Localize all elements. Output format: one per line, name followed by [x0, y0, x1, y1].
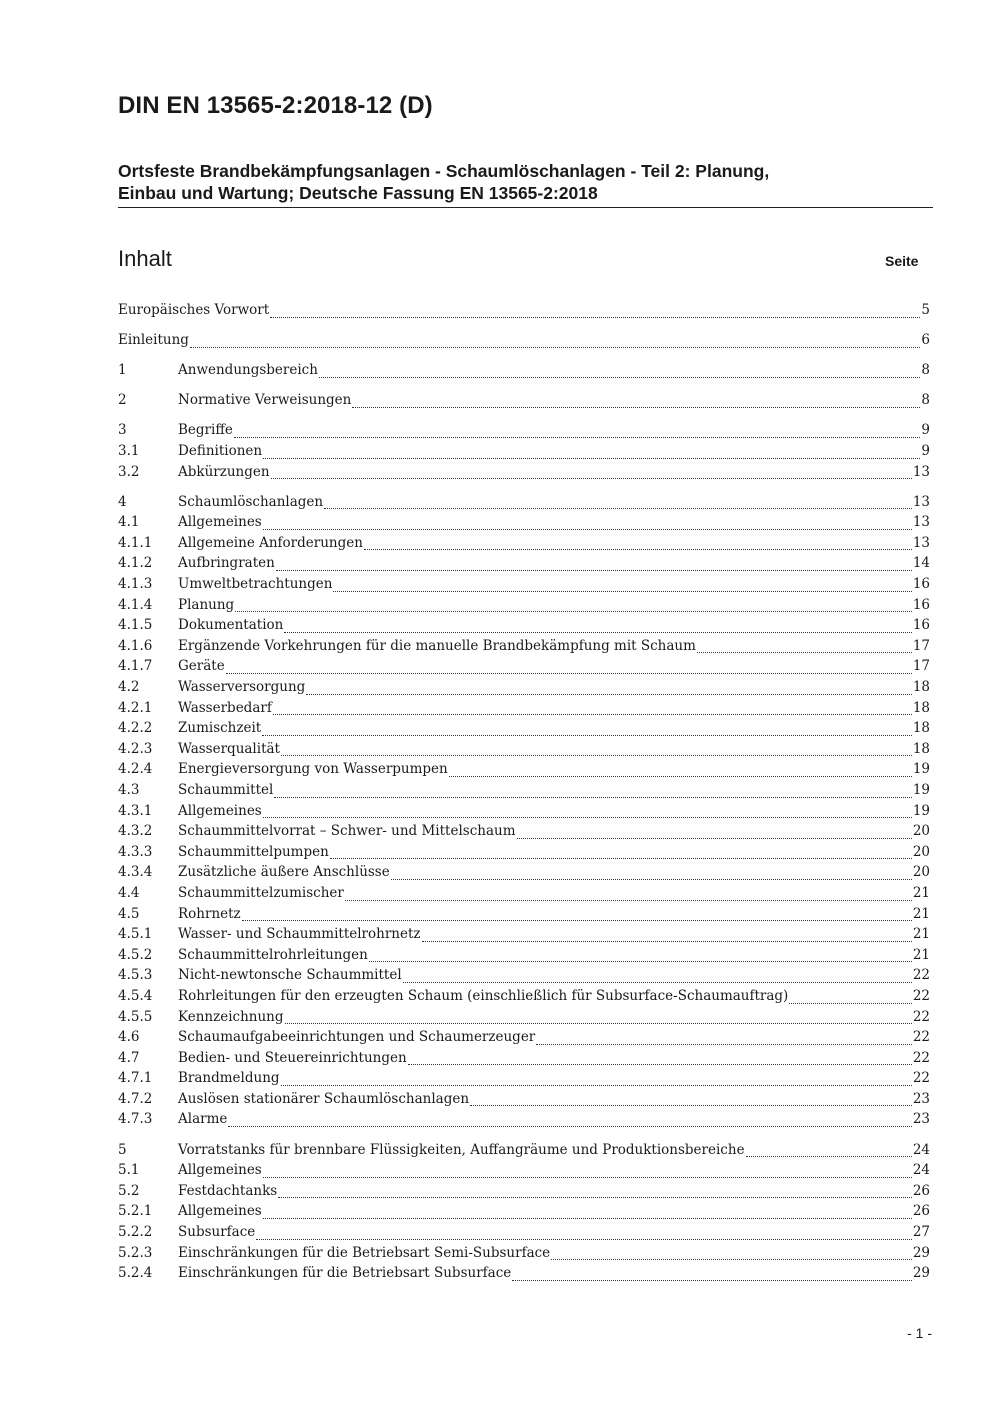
toc-entry[interactable] — [118, 597, 930, 618]
toc-entry-number: 4.3 — [118, 781, 140, 798]
toc-entry-page: 24 — [912, 1162, 930, 1179]
toc-entry-page: 17 — [912, 637, 930, 654]
toc-entry-title: Rohrleitungen für den erzeugten Schaum (einschließlich für Subsurface-Schaumauftrag) — [178, 987, 789, 1004]
toc-entry-page: 24 — [912, 1141, 930, 1158]
toc-entry-number: 4.1.3 — [118, 576, 153, 593]
dot-leader — [262, 735, 912, 736]
toc-entry[interactable] — [118, 1009, 930, 1030]
toc-entry-title: Einleitung — [118, 332, 189, 349]
toc-entry-number: 4.5.4 — [118, 987, 153, 1004]
dot-leader — [551, 1259, 912, 1260]
toc-entry[interactable] — [118, 803, 930, 824]
toc-entry[interactable] — [118, 947, 930, 968]
toc-entry-title: Definitionen — [178, 442, 263, 459]
dot-leader — [391, 879, 912, 880]
toc-entry-number: 4.2.2 — [118, 720, 153, 737]
toc-entry-title: Bedien- und Steuereinrichtungen — [178, 1049, 407, 1066]
toc-entry-title: Subsurface — [178, 1223, 256, 1240]
toc-entry[interactable] — [118, 362, 930, 383]
toc-entry-number: 3.1 — [118, 442, 140, 459]
dot-leader — [270, 317, 920, 318]
toc-entry[interactable] — [118, 906, 930, 927]
toc-entry[interactable] — [118, 885, 930, 906]
toc-entry-number: 4.1 — [118, 514, 140, 531]
toc-entry[interactable] — [118, 638, 930, 659]
page-number: - 1 - — [907, 1325, 932, 1341]
dot-leader — [306, 694, 912, 695]
toc-entry-title: Schaummittelzumischer — [178, 884, 344, 901]
toc-entry[interactable] — [118, 1265, 930, 1286]
toc-entry[interactable] — [118, 1050, 930, 1071]
toc-entry[interactable] — [118, 494, 930, 515]
toc-entry[interactable] — [118, 1224, 930, 1245]
toc-entry-page: 26 — [912, 1182, 930, 1199]
toc-entry-number: 4.2.3 — [118, 740, 153, 757]
toc-entry-page: 22 — [912, 1008, 930, 1025]
subtitle-divider — [118, 207, 933, 208]
toc-entry-page: 13 — [912, 534, 930, 551]
toc-entry-title: Ergänzende Vorkehrungen für die manuelle Brandbekämpfung mit Schaum — [178, 637, 696, 654]
toc-entry-page: 17 — [912, 658, 930, 675]
toc-entry[interactable] — [118, 514, 930, 535]
toc-entry-page: 23 — [912, 1090, 930, 1107]
toc-entry-page: 18 — [912, 679, 930, 695]
dot-leader — [285, 1023, 912, 1024]
dot-leader — [512, 1280, 912, 1281]
toc-entry-page: 23 — [912, 1111, 930, 1128]
toc-entry[interactable] — [118, 302, 930, 323]
dot-leader — [284, 632, 911, 633]
toc-entry-title: Energieversorgung von Wasserpumpen — [178, 761, 448, 778]
toc-entry-title: Nicht-newtonsche Schaummittel — [178, 967, 402, 984]
toc-entry-page: 16 — [912, 596, 930, 613]
dot-leader — [536, 1044, 912, 1045]
dot-leader — [403, 982, 912, 983]
toc-entry[interactable] — [118, 1029, 930, 1050]
dot-leader — [235, 611, 912, 612]
dot-leader — [697, 652, 912, 653]
toc-entry[interactable] — [118, 332, 930, 353]
dot-leader — [352, 407, 920, 408]
dot-leader — [190, 347, 920, 348]
toc-entry-page: 18 — [912, 740, 930, 757]
table-of-contents — [118, 302, 930, 1286]
toc-entry-page: 22 — [912, 967, 930, 984]
toc-entry-number: 2 — [118, 392, 127, 409]
toc-entry-page: 22 — [912, 1049, 930, 1066]
toc-entry-page: 20 — [912, 864, 930, 881]
toc-entry-page: 21 — [912, 884, 930, 901]
toc-entry-page: 21 — [912, 905, 930, 922]
toc-entry-title: Schaumaufgabeeinrichtungen und Schaumerzeuger — [178, 1029, 536, 1046]
toc-entry-page: 22 — [912, 987, 930, 1004]
toc-entry[interactable] — [118, 741, 930, 762]
toc-entry-number: 5.2.4 — [118, 1265, 153, 1282]
dot-leader — [319, 377, 920, 378]
dot-leader — [746, 1156, 912, 1157]
toc-entry-page: 27 — [912, 1223, 930, 1240]
dot-leader — [263, 458, 920, 459]
toc-entry[interactable] — [118, 720, 930, 741]
subtitle-line-1: Ortsfeste Brandbekämpfungsanlagen - Schaumlöschanlagen - Teil 2: Planung, — [118, 161, 770, 181]
toc-entry-title: Begriffe — [178, 422, 233, 439]
toc-entry-title: Normative Verweisungen — [178, 392, 352, 409]
toc-entry[interactable] — [118, 844, 930, 865]
toc-entry-title: Europäisches Vorwort — [118, 302, 270, 318]
toc-entry-title: Einschränkungen für die Betriebsart Semi-Subsurface — [178, 1244, 551, 1261]
toc-entry-title: Schaummittelvorrat – Schwer- und Mittelschaum — [178, 823, 516, 840]
toc-entry-title: Wasserbedarf — [178, 699, 272, 716]
toc-entry-page: 8 — [921, 362, 930, 379]
toc-entry[interactable] — [118, 464, 930, 485]
dot-leader — [271, 478, 912, 479]
toc-entry-page: 19 — [912, 781, 930, 798]
toc-entry-number: 4.5.1 — [118, 926, 153, 943]
toc-entry-page: 29 — [912, 1244, 930, 1261]
toc-entry-title: Allgemeines — [178, 514, 262, 531]
toc-entry-page: 18 — [912, 699, 930, 716]
toc-entry-title: Allgemeines — [178, 1162, 262, 1179]
dot-leader — [263, 817, 912, 818]
toc-entry-title: Einschränkungen für die Betriebsart Subsurface — [178, 1265, 512, 1282]
toc-entry-number: 5.2.2 — [118, 1223, 153, 1240]
toc-entry[interactable] — [118, 1183, 930, 1204]
toc-entry-page: 20 — [912, 823, 930, 840]
dot-leader — [330, 858, 912, 859]
toc-entry-number: 4.5 — [118, 905, 140, 922]
dot-leader — [789, 1003, 911, 1004]
toc-entry-page: 9 — [921, 442, 930, 459]
dot-leader — [242, 920, 912, 921]
toc-entry-page: 6 — [921, 332, 930, 349]
dot-leader — [470, 1105, 912, 1106]
toc-entry-number: 5.2 — [118, 1182, 140, 1199]
toc-entry-page: 20 — [912, 843, 930, 860]
toc-entry[interactable] — [118, 1111, 930, 1132]
toc-entry-number: 4.1.4 — [118, 596, 153, 613]
dot-leader — [273, 714, 912, 715]
toc-entry-page: 5 — [921, 302, 930, 318]
toc-entry-title: Wasserversorgung — [178, 679, 306, 695]
toc-entry-number: 4 — [118, 493, 127, 510]
toc-entry-page: 22 — [912, 1029, 930, 1046]
toc-entry-number: 5.1 — [118, 1162, 140, 1179]
toc-entry-number: 5.2.3 — [118, 1244, 153, 1261]
toc-entry-title: Auslösen stationärer Schaumlöschanlagen — [178, 1090, 470, 1107]
toc-entry-page: 16 — [912, 617, 930, 634]
toc-entry-number: 4.5.3 — [118, 967, 153, 984]
toc-entry-number: 4.3.4 — [118, 864, 153, 881]
toc-entry-title: Allgemeines — [178, 1203, 262, 1220]
dot-leader — [263, 1218, 912, 1219]
toc-entry-title: Geräte — [178, 658, 225, 675]
dot-leader — [517, 838, 912, 839]
toc-entry-number: 4.7 — [118, 1049, 140, 1066]
dot-leader — [281, 755, 912, 756]
toc-entry-page: 14 — [912, 555, 930, 572]
dot-leader — [333, 591, 911, 592]
toc-entry-title: Umweltbetrachtungen — [178, 576, 333, 593]
toc-entry-number: 5.2.1 — [118, 1203, 153, 1220]
toc-entry[interactable] — [118, 967, 930, 988]
toc-entry-number: 4.3.3 — [118, 843, 153, 860]
toc-entry-number: 4.1.2 — [118, 555, 153, 572]
toc-entry-number: 4.1.7 — [118, 658, 153, 675]
toc-entry-page: 22 — [912, 1070, 930, 1087]
toc-entry-title: Brandmeldung — [178, 1070, 280, 1087]
toc-entry-page: 9 — [921, 422, 930, 439]
dot-leader — [226, 673, 912, 674]
toc-entry-title: Alarme — [178, 1111, 228, 1128]
toc-entry[interactable] — [118, 443, 930, 464]
toc-entry-title: Allgemeines — [178, 802, 262, 819]
toc-entry-page: 18 — [912, 720, 930, 737]
dot-leader — [281, 1085, 912, 1086]
toc-entry-title: Rohrnetz — [178, 905, 241, 922]
toc-entry[interactable] — [118, 926, 930, 947]
toc-entry-title: Planung — [178, 596, 235, 613]
dot-leader — [422, 941, 912, 942]
toc-entry[interactable] — [118, 1070, 930, 1091]
toc-entry-title: Anwendungsbereich — [178, 362, 318, 379]
toc-entry-title: Allgemeine Anforderungen — [178, 534, 363, 551]
toc-entry[interactable] — [118, 1142, 930, 1163]
dot-leader — [263, 1177, 912, 1178]
toc-entry-page: 13 — [912, 493, 930, 510]
document-id: DIN EN 13565-2:2018-12 (D) — [118, 92, 433, 119]
toc-entry-number: 4.3.1 — [118, 802, 153, 819]
toc-entry[interactable] — [118, 422, 930, 443]
toc-entry-title: Dokumentation — [178, 617, 284, 634]
dot-leader — [364, 549, 912, 550]
toc-entry[interactable] — [118, 535, 930, 556]
toc-entry-number: 3.2 — [118, 463, 140, 480]
document-subtitle — [118, 160, 933, 204]
toc-entry-title: Kennzeichnung — [178, 1008, 284, 1025]
toc-entry-page: 13 — [912, 463, 930, 480]
dot-leader — [324, 508, 912, 509]
toc-entry[interactable] — [118, 658, 930, 679]
toc-entry-number: 4.3.2 — [118, 823, 153, 840]
toc-entry[interactable] — [118, 864, 930, 885]
toc-entry[interactable] — [118, 679, 930, 700]
toc-entry-number: 4.2.4 — [118, 761, 153, 778]
toc-entry-number: 4.7.3 — [118, 1111, 153, 1128]
dot-leader — [256, 1239, 912, 1240]
toc-entry-page: 29 — [912, 1265, 930, 1282]
subtitle-line-2: Einbau und Wartung; Deutsche Fassung EN 13565-2:2018 — [118, 183, 598, 203]
toc-entry-number: 4.2 — [118, 679, 140, 695]
toc-entry-title: Zumischzeit — [178, 720, 262, 737]
toc-entry[interactable] — [118, 555, 930, 576]
toc-entry-title: Schaummittelrohrleitungen — [178, 946, 368, 963]
toc-entry[interactable] — [118, 988, 930, 1009]
toc-entry-title: Festdachtanks — [178, 1182, 278, 1199]
toc-entry-page: 26 — [912, 1203, 930, 1220]
toc-entry[interactable] — [118, 576, 930, 597]
dot-leader — [234, 437, 921, 438]
toc-entry-number: 3 — [118, 422, 127, 439]
toc-entry[interactable] — [118, 761, 930, 782]
toc-entry-number: 4.7.2 — [118, 1090, 153, 1107]
dot-leader — [278, 1197, 912, 1198]
toc-entry[interactable] — [118, 1245, 930, 1266]
toc-page-column-label: Seite — [885, 253, 919, 269]
toc-entry[interactable] — [118, 1091, 930, 1112]
toc-entry-page: 21 — [912, 946, 930, 963]
toc-entry[interactable] — [118, 782, 930, 803]
dot-leader — [276, 570, 912, 571]
toc-entry-title: Schaummittel — [178, 781, 274, 798]
dot-leader — [274, 797, 911, 798]
toc-entry-number: 4.7.1 — [118, 1070, 153, 1087]
toc-entry-page: 21 — [912, 926, 930, 943]
toc-entry[interactable] — [118, 617, 930, 638]
toc-entry-title: Zusätzliche äußere Anschlüsse — [178, 864, 390, 881]
dot-leader — [408, 1064, 912, 1065]
toc-entry-number: 4.4 — [118, 884, 140, 901]
dot-leader — [369, 961, 912, 962]
toc-entry-title: Wasserqualität — [178, 740, 280, 757]
toc-entry-number: 1 — [118, 362, 127, 379]
toc-entry-number: 4.1.6 — [118, 637, 153, 654]
dot-leader — [345, 900, 912, 901]
toc-entry-page: 19 — [912, 802, 930, 819]
toc-entry-title: Aufbringraten — [178, 555, 275, 572]
toc-entry-number: 4.2.1 — [118, 699, 153, 716]
toc-entry-number: 5 — [118, 1141, 127, 1158]
toc-entry-title: Schaumlöschanlagen — [178, 493, 324, 510]
dot-leader — [449, 776, 912, 777]
toc-entry-title: Vorratstanks für brennbare Flüssigkeiten, Auffangräume und Produktionsbereiche — [178, 1141, 745, 1158]
toc-entry[interactable] — [118, 823, 930, 844]
toc-entry-title: Wasser- und Schaummittelrohrnetz — [178, 926, 421, 943]
toc-entry[interactable] — [118, 392, 930, 413]
toc-entry-page: 16 — [912, 576, 930, 593]
dot-leader — [228, 1126, 911, 1127]
toc-entry[interactable] — [118, 1162, 930, 1183]
toc-entry-number: 4.5.2 — [118, 946, 153, 963]
toc-entry-number: 4.1.1 — [118, 534, 153, 551]
toc-entry-page: 13 — [912, 514, 930, 531]
dot-leader — [263, 529, 912, 530]
toc-entry-number: 4.5.5 — [118, 1008, 153, 1025]
toc-entry-page: 8 — [921, 392, 930, 409]
toc-entry-number: 4.1.5 — [118, 617, 153, 634]
toc-entry-page: 19 — [912, 761, 930, 778]
toc-entry-title: Abkürzungen — [178, 463, 270, 480]
toc-entry[interactable] — [118, 700, 930, 721]
toc-heading: Inhalt — [118, 246, 172, 271]
toc-entry-title: Schaummittelpumpen — [178, 843, 329, 860]
toc-entry[interactable] — [118, 1203, 930, 1224]
toc-entry-number: 4.6 — [118, 1029, 140, 1046]
